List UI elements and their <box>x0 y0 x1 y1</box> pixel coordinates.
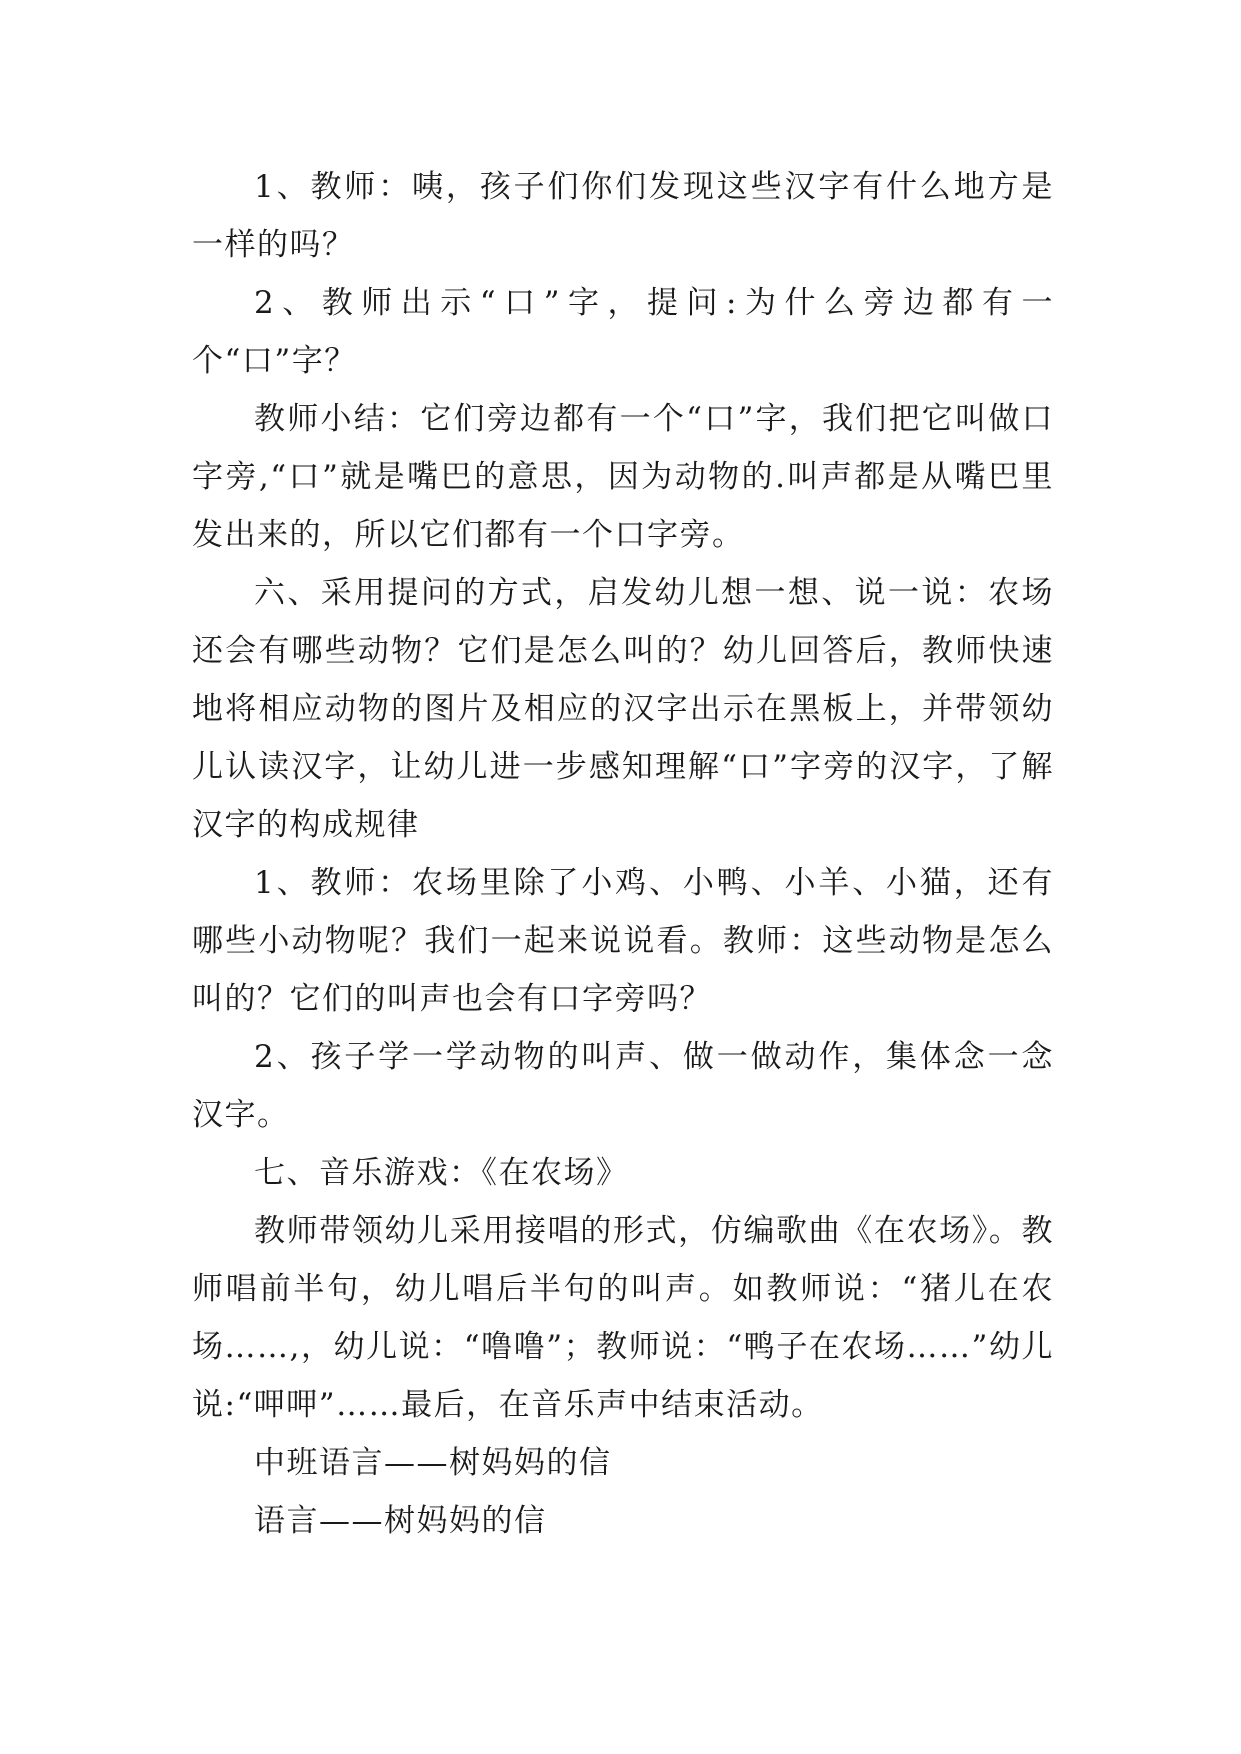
paragraph-2: 2、教师出示“口”字，提问:为什么旁边都有一个“口”字？ <box>192 285 1054 379</box>
paragraph-1: 1、教师：咦，孩子们你们发现这些汉字有什么地方是一样的吗？ <box>192 169 1054 263</box>
document-body <box>192 158 1054 1550</box>
paragraph-5: 1、教师：农场里除了小鸡、小鸭、小羊、小猫，还有哪些小动物呢？我们一起来说说看。教师：这些动物是怎么叫的？它们的叫声也会有口字旁吗？ <box>192 865 1054 1017</box>
paragraph-6: 2、孩子学一学动物的叫声、做一做动作，集体念一念汉字。 <box>192 1039 1054 1133</box>
paragraph-10: 语言——树妈妈的信 <box>254 1503 547 1539</box>
paragraph-9: 中班语言——树妈妈的信 <box>254 1445 612 1481</box>
paragraph-4: 六、采用提问的方式，启发幼儿想一想、说一说：农场还会有哪些动物？它们是怎么叫的？幼儿回答后，教师快速地将相应动物的图片及相应的汉字出示在黑板上，并带领幼儿认读汉字，让幼儿进一步感知理解“口”字旁的汉字，了解汉字的构成规律 <box>192 575 1054 843</box>
paragraph-7: 七、音乐游戏：《在农场》 <box>254 1155 629 1191</box>
paragraph-3: 教师小结：它们旁边都有一个“口”字，我们把它叫做口字旁,“口”就是嘴巴的意思，因为动物的.叫声都是从嘴巴里发出来的，所以它们都有一个口字旁。 <box>192 401 1054 553</box>
paragraph-8: 教师带领幼儿采用接唱的形式，仿编歌曲《在农场》。教师唱前半句，幼儿唱后半句的叫声。如教师说：“猪儿在农场……,，幼儿说：“噜噜”；教师说：“鸭子在农场……”幼儿说:“呷呷”……最后，在音乐声中结束活动。 <box>192 1213 1054 1423</box>
